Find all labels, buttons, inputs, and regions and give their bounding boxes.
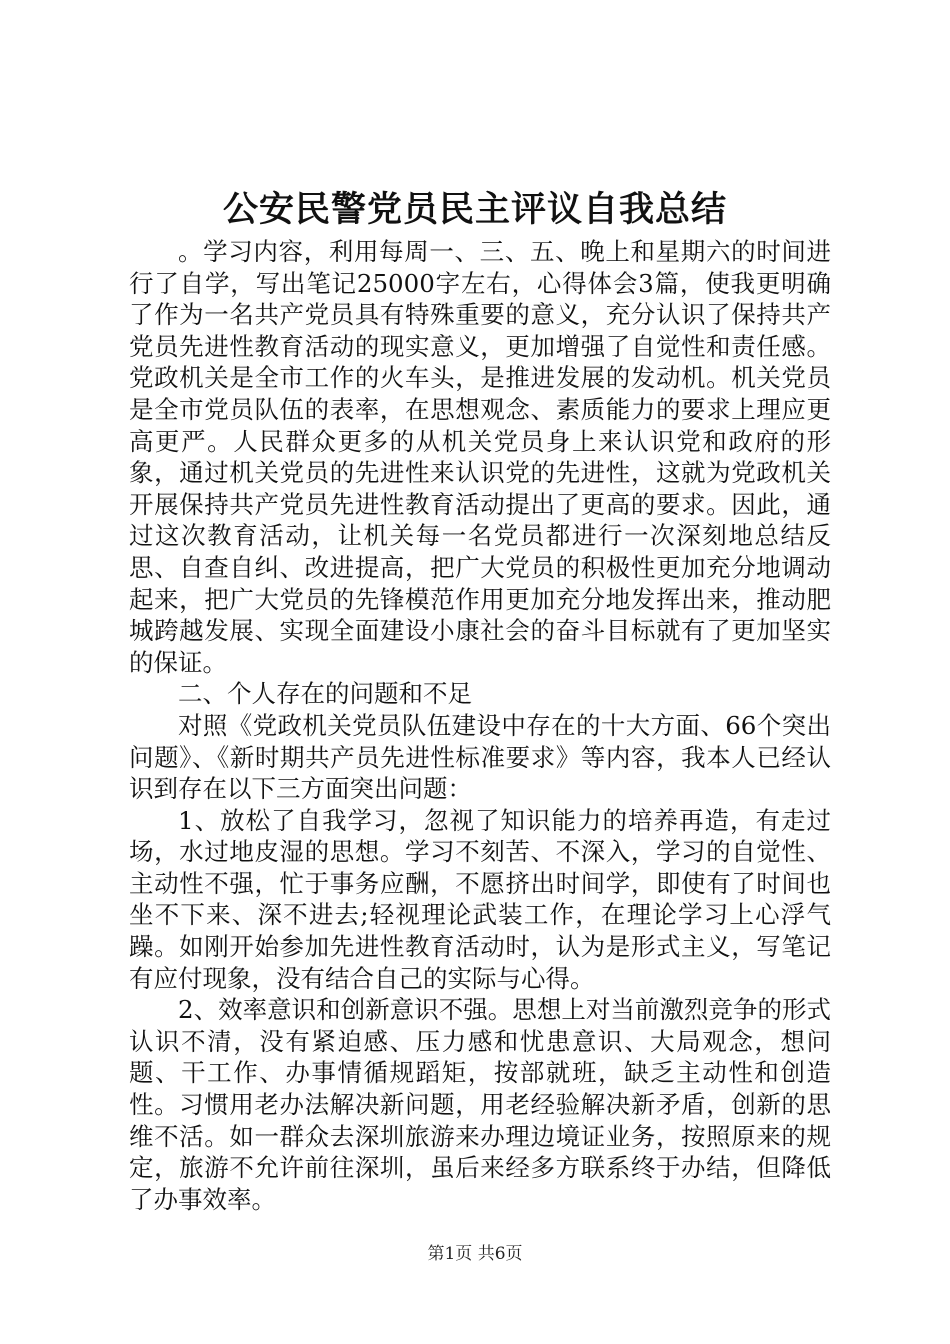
paragraph: 。学习内容，利用每周一、三、五、晚上和星期六的时间进行了自学，写出笔记25000字左右，心得体会3篇，使我更明确了作为一名共产党员具有特殊重要的意义，充分认识了保持共产党员先进性教育活动的现实意义，更加增强了自觉性和责任感。党政机关是全市工作的火车头，是推进发展的发动机。机关党员是全市党员队伍的表率，在思想观念、素质能力的要求上理应更高更严。人民群众更多的从机关党员身上来认识党和政府的形象，通过机关党员的先进性来认识党的先进性，这就为党政机关开展保持共产党员先进性教育活动提出了更高的要求。因此，通过这次教育活动，让机关每一名党员都进行一次深刻地总结反思、自查自纠、改进提高，把广大党员的积极性更加充分地调动起来，把广大党员的先锋模范作用更加充分地发挥出来，推动肥城跨越发展、实现全面建设小康社会的奋斗目标就有了更加坚实的保证。 bbox=[129, 237, 831, 677]
document-body bbox=[129, 236, 831, 1215]
page-number-footer: 第1页 共6页 bbox=[427, 1244, 523, 1264]
section-heading: 二、个人存在的问题和不足 bbox=[178, 679, 472, 709]
page-title: 公安民警党员民主评议自我总结 bbox=[222, 189, 727, 230]
paragraph: 2、效率意识和创新意识不强。思想上对当前激烈竞争的形式认识不清，没有紧迫感、压力感和忧患意识、大局观念，想问题、干工作、办事情循规蹈矩，按部就班，缺乏主动性和创造性。习惯用老办法解决新问题，用老经验解决新矛盾，创新的思维不活。如一群众去深圳旅游来办理边境证业务，按照原来的规定，旅游不允许前往深圳，虽后来经多方联系终于办结，但降低了办事效率。 bbox=[129, 995, 831, 1214]
paragraph: 1、放松了自我学习，忽视了知识能力的培养再造，有走过场，水过地皮湿的思想。学习不刻苦、不深入，学习的自觉性、主动性不强，忙于事务应酬，不愿挤出时间学，即使有了时间也坐不下来、深不进去;轻视理论武装工作，在理论学习上心浮气躁。如刚开始参加先进性教育活动时，认为是形式主义，写笔记有应付现象，没有结合自己的实际与心得。 bbox=[129, 805, 831, 993]
paragraph: 对照《党政机关党员队伍建设中存在的十大方面、66个突出问题》、《新时期共产员先进性标准要求》等内容，我本人已经认识到存在以下三方面突出问题： bbox=[129, 710, 831, 804]
